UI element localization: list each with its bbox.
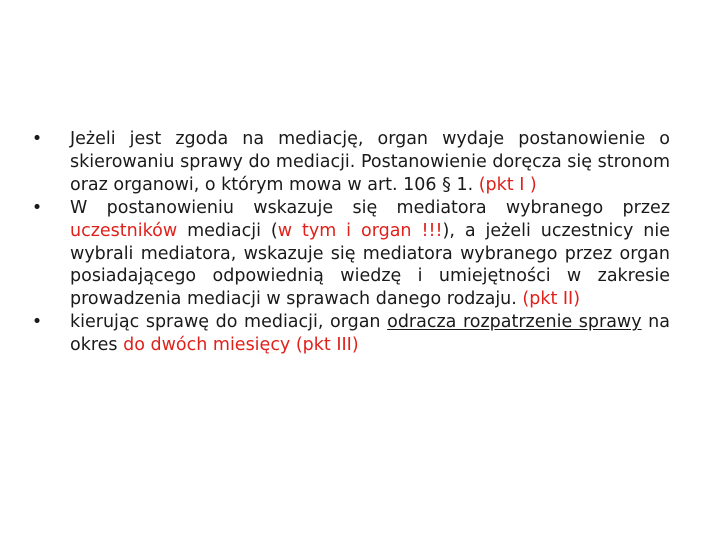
bullet-item xyxy=(30,197,670,312)
bullet-item xyxy=(30,311,670,357)
bullet-item xyxy=(30,128,670,197)
bullet-text: kierując sprawę do mediacji, organ xyxy=(70,312,388,333)
bullet-text: Jeżeli jest zgoda na mediację, organ wydaje postanowienie o skierowaniu sprawy do mediacji. Postanowienie doręcza się stronom oraz organowi, o którym mowa w art. 106 § 1. xyxy=(70,129,670,195)
bullet-icon: • xyxy=(31,312,43,333)
bullet-reference: do dwóch miesięcy (pkt III) xyxy=(123,335,359,356)
bullet-icon: • xyxy=(31,197,43,218)
bullet-underlined: odracza rozpatrzenie sprawy xyxy=(387,312,642,333)
bullet-reference: (pkt II) xyxy=(522,289,581,310)
bullet-icon: • xyxy=(31,129,43,149)
bullet-list xyxy=(30,128,670,357)
bullet-highlight: w tym i organ !!! xyxy=(277,220,443,241)
bullet-reference: (pkt I ) xyxy=(478,174,537,195)
bullet-text: na okres xyxy=(70,312,670,356)
bullet-text: ), a jeżeli uczestnicy nie wybrali mediatora, wskazuje się mediatora wybranego przez organ posiadającego odpowiednią wiedzę i umiejętności w zakresie prowadzenia mediacji w sprawach danego rodzaju. xyxy=(70,220,670,310)
bullet-text: mediacji ( xyxy=(177,220,278,241)
bullet-text: W postanowieniu wskazuje się mediatora wybranego przez xyxy=(70,197,670,218)
bullet-highlight: uczestników xyxy=(70,220,178,241)
